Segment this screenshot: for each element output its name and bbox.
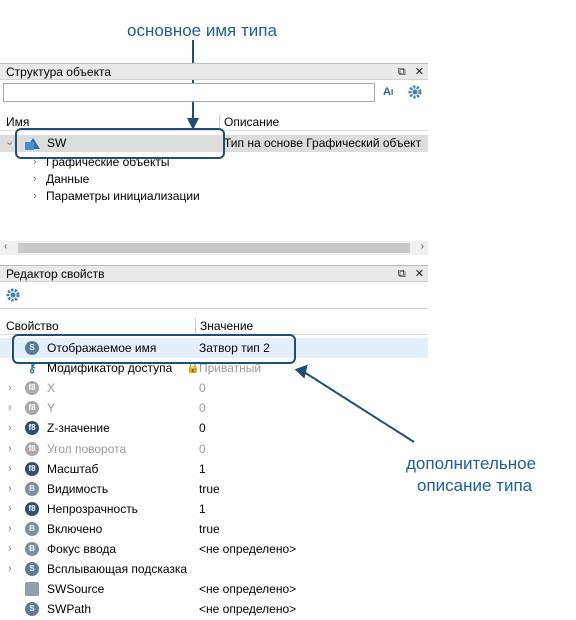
chevron-right-icon[interactable]: › (8, 402, 12, 415)
property-value[interactable]: <не определено> (199, 542, 297, 556)
bool-type-icon: B (25, 482, 39, 496)
structure-panel-header (0, 63, 428, 80)
float-icon[interactable]: ⧉ (397, 66, 406, 78)
property-row[interactable] (0, 599, 428, 619)
property-name: Модификатор доступа (47, 361, 173, 376)
chevron-down-icon[interactable]: › (3, 141, 16, 146)
float-type-icon: f8 (25, 381, 39, 395)
column-value[interactable]: Значение (200, 319, 254, 333)
callout-main-name: основное имя типа (127, 21, 277, 40)
string-type-icon: S (25, 562, 39, 576)
property-name: Видимость (47, 481, 109, 496)
highlight-display-name (12, 334, 296, 364)
property-name: Z-значение (47, 421, 110, 436)
file-type-icon (25, 582, 39, 596)
tree-root-description: Тип на основе Графический объект (224, 136, 422, 150)
float-type-icon: f8 (25, 421, 39, 435)
property-value[interactable]: 1 (199, 501, 206, 516)
structure-panel-title: Структура объекта (6, 65, 112, 79)
case-sensitive-icon[interactable]: AI (383, 86, 394, 98)
structure-hscrollbar[interactable]: ‹ › (0, 241, 428, 255)
property-name: Фокус ввода (47, 542, 117, 556)
chevron-right-icon[interactable]: › (8, 502, 12, 515)
close-icon[interactable]: ✕ (414, 66, 424, 78)
property-value[interactable]: 0 (199, 401, 206, 416)
props-panel-header (0, 265, 428, 282)
property-row[interactable] (0, 459, 428, 479)
property-value[interactable]: <не определено> (199, 602, 297, 617)
chevron-right-icon[interactable]: › (33, 173, 37, 185)
float-type-icon: f8 (25, 442, 39, 456)
property-row[interactable] (0, 479, 428, 499)
property-value[interactable]: true (199, 521, 220, 536)
property-value[interactable]: 0 (199, 441, 206, 456)
property-name: Отображаемое имя (47, 341, 157, 355)
callout-extra-desc-line1: дополнительное (406, 454, 537, 473)
chevron-right-icon[interactable]: › (8, 482, 12, 495)
settings-gear-icon[interactable] (5, 287, 21, 303)
chevron-right-icon[interactable]: › (8, 442, 12, 455)
lock-icon: 🔒 (186, 362, 200, 375)
string-type-icon: S (25, 341, 39, 355)
chevron-right-icon[interactable]: › (8, 543, 12, 555)
structure-search-input[interactable] (3, 83, 375, 102)
property-row[interactable] (0, 559, 428, 579)
chevron-right-icon[interactable]: › (8, 462, 12, 475)
property-name: Включено (47, 521, 103, 536)
property-value[interactable]: Затвор тип 2 (199, 341, 270, 355)
property-value[interactable]: 0 (199, 381, 206, 396)
column-name[interactable]: Имя (6, 115, 30, 129)
props-panel-title: Редактор свойств (6, 267, 105, 281)
property-row[interactable] (0, 579, 428, 599)
callout-arrow-desc (292, 364, 422, 449)
close-icon[interactable]: ✕ (414, 268, 424, 280)
chevron-right-icon[interactable]: › (8, 522, 12, 535)
tree-item-label: Параметры инициализации (46, 189, 200, 203)
tree-item-label: Данные (46, 172, 90, 186)
chevron-right-icon[interactable]: › (8, 563, 12, 576)
tree-item-label: Графические объекты (46, 155, 170, 169)
property-row[interactable] (0, 499, 428, 519)
property-name: Масштаб (47, 461, 99, 476)
property-value[interactable]: Приватный (199, 361, 262, 376)
property-name: Всплывающая подсказка (47, 562, 188, 577)
property-value[interactable]: 1 (199, 461, 206, 476)
key-icon: ⚷ (27, 361, 37, 376)
chevron-right-icon[interactable]: › (33, 190, 37, 202)
highlight-main-name (15, 128, 225, 159)
property-value[interactable]: 0 (199, 421, 206, 436)
divider (0, 308, 428, 309)
property-name: Y (47, 401, 56, 416)
property-value[interactable]: <не определено> (199, 582, 297, 597)
property-row[interactable] (0, 519, 428, 539)
property-name: X (47, 381, 56, 396)
float-icon[interactable]: ⧉ (397, 268, 406, 280)
property-name: Непрозрачность (47, 501, 138, 516)
settings-gear-icon[interactable] (407, 84, 423, 100)
property-name: Угол поворота (47, 441, 127, 456)
property-name: SWPath (47, 602, 92, 617)
chevron-right-icon[interactable]: › (8, 382, 12, 395)
float-type-icon: f8 (25, 502, 39, 516)
float-type-icon: f8 (25, 462, 39, 476)
props-column-header (0, 318, 428, 335)
float-type-icon: f8 (25, 401, 39, 415)
column-property[interactable]: Свойство (6, 319, 59, 333)
chevron-right-icon[interactable]: › (8, 422, 12, 435)
bool-type-icon: B (25, 542, 39, 556)
tree-root-name: SW (47, 136, 67, 150)
chevron-right-icon[interactable]: › (33, 156, 37, 168)
callout-extra-desc-line2: описание типа (417, 476, 533, 495)
string-type-icon: S (25, 602, 39, 616)
bool-type-icon: B (25, 522, 39, 536)
column-description[interactable]: Описание (224, 115, 280, 129)
property-value[interactable]: true (199, 481, 220, 496)
property-name: SWSource (47, 582, 105, 597)
property-row[interactable] (0, 539, 428, 559)
